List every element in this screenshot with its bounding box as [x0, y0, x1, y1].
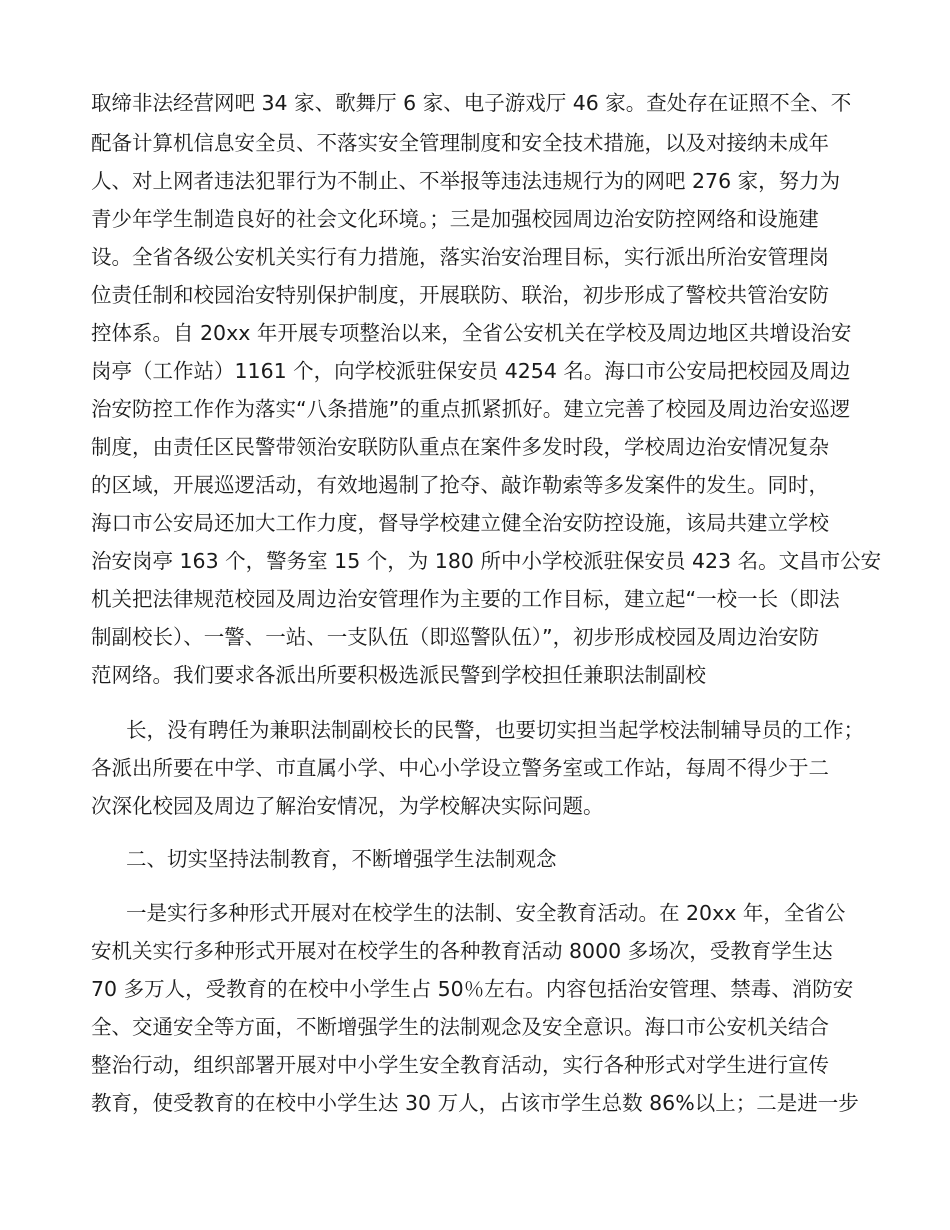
text-line: 青少年学生制造良好的社会文化环境。；三是加强校园周边治安防控网络和设施建 [91, 207, 819, 231]
text-line: 配备计算机信息安全员、不落实安全管理制度和安全技术措施，以及对接纳未成年 [91, 131, 829, 155]
text-line: 机关把法律规范校园及周边治安管理作为主要的工作目标，建立起“一校一长（即法 [91, 587, 840, 611]
section-heading: 二、切实坚持法制教育，不断增强学生法制观念 [126, 847, 557, 871]
text-line: 制度，由责任区民警带领治安联防队重点在案件多发时段，学校周边治安情况复杂 [91, 435, 829, 459]
text-line: 全、交通安全等方面，不断增强学生的法制观念及安全意识。海口市公安机关结合 [91, 1015, 829, 1039]
text-line: 的区域，开展巡逻活动，有效地遏制了抢夺、敲诈勒索等多发案件的发生。同时， [91, 473, 829, 497]
text-line: 治安防控工作作为落实“八条措施”的重点抓紧抓好。建立完善了校园及周边治安巡逻 [91, 397, 851, 421]
text-line: 70 多万人，受教育的在校中小学生占 50％左右。内容包括治安管理、禁毒、消防安 [91, 977, 854, 1001]
text-line: 取缔非法经营网吧 34 家、歌舞厅 6 家、电子游戏厅 46 家。查处存在证照不全、不 [91, 91, 852, 115]
text-line: 控体系。自 20xx 年开展专项整治以来，全省公安机关在学校及周边地区共增设治安 [91, 321, 852, 345]
text-line: 次深化校园及周边了解治安情况，为学校解决实际问题。 [91, 794, 604, 818]
text-line: 安机关实行多种形式开展对在校学生的各种教育活动 8000 多场次，受教育学生达 [91, 939, 833, 963]
text-line: 各派出所要在中学、市直属小学、中心小学设立警务室或工作站，每周不得少于二 [91, 756, 829, 780]
text-line: 整治行动，组织部署开展对中小学生安全教育活动，实行各种形式对学生进行宣传 [91, 1053, 829, 1077]
text-line: 位责任制和校园治安特别保护制度，开展联防、联治，初步形成了警校共管治安防 [91, 283, 829, 307]
text-line: 岗亭（工作站）1161 个，向学校派驻保安员 4254 名。海口市公安局把校园及周边 [91, 359, 851, 383]
text-line: 制副校长）、一警、一站、一支队伍（即巡警队伍）”，初步形成校园及周边治安防 [91, 625, 820, 649]
text-line: 教育，使受教育的在校中小学生达 30 万人，占该市学生总数 86%以上；二是进一步 [91, 1091, 859, 1115]
text-line: 海口市公安局还加大工作力度，督导学校建立健全治安防控设施，该局共建立学校 [91, 511, 829, 535]
text-line: 治安岗亭 163 个，警务室 15 个，为 180 所中小学校派驻保安员 423 名。文昌市公安 [91, 549, 882, 573]
text-line: 一是实行多种形式开展对在校学生的法制、安全教育活动。在 20xx 年，全省公 [126, 901, 846, 925]
text-line: 人、对上网者违法犯罪行为不制止、不举报等违法违规行为的网吧 276 家，努力为 [91, 169, 841, 193]
text-line: 长，没有聘任为兼职法制副校长的民警，也要切实担当起学校法制辅导员的工作； [126, 718, 864, 742]
text-line: 范网络。我们要求各派出所要积极选派民警到学校担任兼职法制副校 [91, 663, 706, 687]
text-line: 设。全省各级公安机关实行有力措施，落实治安治理目标，实行派出所治安管理岗 [91, 245, 829, 269]
